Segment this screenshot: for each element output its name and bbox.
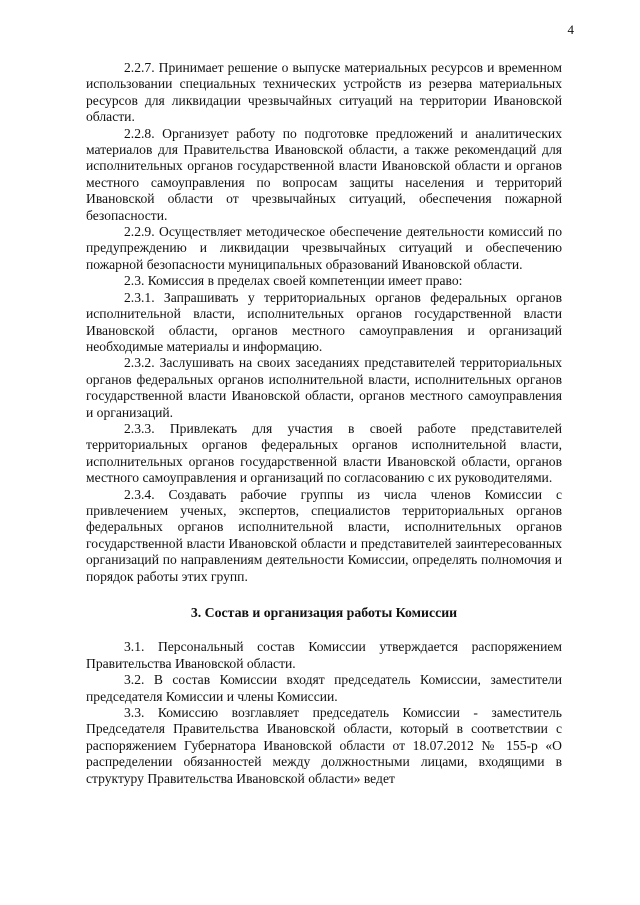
paragraph-2-2-8: 2.2.8. Организует работу по подготовке предложений и аналитических материалов для Правительства Ивановской области, а также рекомендаций для исполнительных органов государственной власти Ивановской области и органов местного самоуправления по вопросам защиты населения и территорий Ивановской области от чрезвычайных ситуаций, обеспечения пожарной безопасности. — [86, 125, 562, 223]
paragraph-3-2: 3.2. В состав Комиссии входят председатель Комиссии, заместители председателя Комиссии и члены Комиссии. — [86, 672, 562, 704]
paragraph-2-3-4: 2.3.4. Создавать рабочие группы из числа членов Комиссии с привлечением ученых, экспертов, специалистов территориальных органов федеральных органов исполнительной власти, исполнительных органов государственной власти Ивановской области и представителей заинтересованных организаций по направлениям деятельности Комиссии, определять полномочия и порядок работы этих групп. — [86, 486, 562, 584]
paragraph-2-3-1: 2.3.1. Запрашивать у территориальных органов федеральных органов исполнительной власти, исполнительных органов государственной власти Ивановской области, органов местного самоуправления и организаций необходимые материалы и информацию. — [86, 289, 562, 354]
section-title: 3. Состав и организация работы Комиссии — [190, 605, 458, 620]
paragraph-2-3-3: 2.3.3. Привлекать для участия в своей работе представителей территориальных органов федеральных органов исполнительной власти, исполнительных органов государственной власти Ивановской области, органов местного самоуправления и организаций по согласованию с их руководителями. — [86, 420, 562, 486]
document-body — [86, 60, 562, 787]
paragraph-3-1: 3.1. Персональный состав Комиссии утверждается распоряжением Правительства Ивановской области. — [86, 639, 562, 671]
page-number: 4 — [567, 22, 574, 37]
paragraph-3-3: 3.3. Комиссию возглавляет председатель Комиссии - заместитель Председателя Правительства Ивановской области, который в соответствии с распоряжением Губернатора Ивановской области от 18.07.2012 № 155-р «О распределении обязанностей между должностными лицами, входящими в структуру Правительства Ивановской области» ведет — [86, 705, 562, 786]
paragraph-2-3-2: 2.3.2. Заслушивать на своих заседаниях представителей территориальных органов федеральных органов исполнительной власти, исполнительных органов государственной власти Ивановской области, органов местного самоуправления и организаций. — [86, 355, 562, 420]
paragraph-2-2-9: 2.2.9. Осуществляет методическое обеспечение деятельности комиссий по предупреждению и ликвидации чрезвычайных ситуаций и обеспечению пожарной безопасности муниципальных образований Ивановской области. — [86, 224, 562, 272]
paragraph-2-2-7: 2.2.7. Принимает решение о выпуске материальных ресурсов и временном использовании специальных технических устройств из резерва материальных ресурсов для ликвидации чрезвычайных ситуаций на территории Ивановской области. — [86, 60, 562, 125]
paragraph-2-3: 2.3. Комиссия в пределах своей компетенции имеет право: — [124, 273, 463, 289]
